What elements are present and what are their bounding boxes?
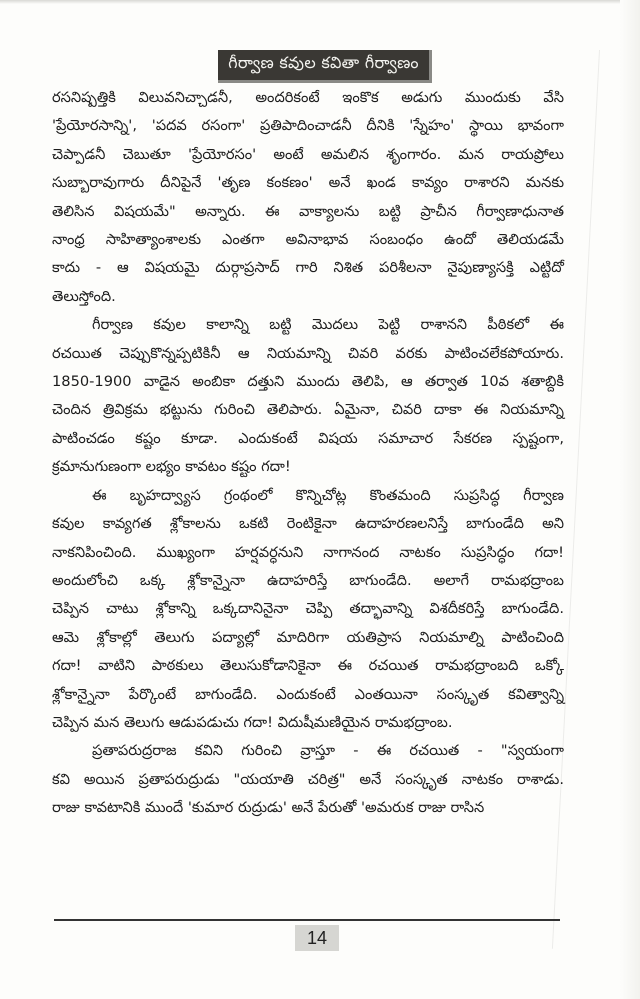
text-line: ఆమె శ్లోకాల్లో తెలుగు పద్యాల్లో మాదిరిగా యతిప్రాస నియమాల్ని పాటించింది: [52, 628, 564, 646]
text-line: నాంధ్ర సాహిత్యాంశాలకు ఎంతగా అవినాభావ సంబంధం ఉందో తెలియడమే: [52, 231, 564, 249]
text-line: ప్రతాపరుద్రరాజ కవిని గురించి వ్రాస్తూ - ఈ రచయిత - "స్వయంగా: [92, 742, 564, 760]
text-line: తెలిసిన విషయమే" అన్నారు. ఈ వాక్యాలను బట్టి ప్రాచీన గీర్వాణాధునాత: [52, 202, 564, 220]
header-title: గీర్వాణ కవుల కవితా గీర్వాణం: [218, 50, 431, 83]
text-line: చెప్పిన మన తెలుగు ఆడుపడుచు గదా! విదుషీమణియైన రామభద్రాంబ.: [52, 713, 453, 731]
running-header: [0, 50, 640, 83]
text-line: 1850-1900 వాడైన అంబికా దత్తుని ముందు తెలిపి, ఆ తర్వాత 10వ శతాబ్దికి: [52, 373, 564, 391]
text-line: క్రమానుగుణంగా లభ్యం కావటం కష్టం గదా!: [52, 458, 291, 476]
text-line: గీర్వాణ కవుల కాలాన్ని బట్టి మొదలు పెట్టి రాశానని పీఠికలో ఈ: [92, 316, 564, 334]
text-line: అందులోంచి ఒక్క శ్లోకాన్నైనా ఉదాహరిస్తే బాగుండేది. అలాగే రామభద్రాంబ: [52, 571, 564, 589]
text-line: తెలుస్తోంది.: [52, 287, 116, 305]
text-line: చెందిన త్రివిక్రమ భట్టును గురించి తెలిపారు. ఏమైనా, చివరి దాకా ఈ నియమాన్ని: [52, 401, 564, 419]
text-line: ఈ బృహద్వ్యాస గ్రంథంలో కొన్నిచోట్ల కొంతమంది సుప్రసిద్ధ గీర్వాణ: [92, 486, 564, 504]
text-line: చెప్పిన చాటు శ్లోకాన్ని ఒక్కదానినైనా చెప్పి తద్భావాన్ని విశదీకరిస్తే బాగుండేది.: [52, 600, 564, 618]
text-line: సుబ్బారావుగారు దీనిపైనే 'తృణ కంకణం' అనే ఖండ కావ్యం రాశారని మనకు: [52, 174, 564, 192]
text-line: రచయిత చెప్పుకొన్నప్పటికినీ ఆ నియమాన్ని చివరి వరకు పాటించలేకపోయారు.: [52, 344, 564, 362]
text-line: గదా! వాటిని పాఠకులు తెలుసుకోడానికైనా ఈ రచయిత రామభద్రాంబది ఒక్కో: [52, 657, 564, 675]
text-line: రసనిష్పత్తికి విలువనిచ్చాడనీ, అందరికంటే ఇంకొక అడుగు ముందుకు వేసి: [52, 89, 564, 106]
text-line: రాజు కావటానికి ముందే 'కుమార రుద్రుడు' అనే పేరుతో 'అమరుక రాజు రాసిన: [52, 799, 485, 817]
text-line: కవి అయిన ప్రతాపరుద్రుడు "యయాతి చరిత్ర" అనే సంస్కృత నాటకం రాశాడు.: [52, 770, 564, 788]
body-text: [52, 84, 564, 823]
text-line: చెప్పాడనీ చెబుతూ 'ప్రేయోరసం' అంటే అమలిన శృంగారం. మన రాయప్రోలు: [52, 145, 564, 163]
paragraph: [52, 482, 564, 738]
paragraph: [52, 84, 564, 311]
text-line: శ్లోకాన్నైనా పేర్కొంటే బాగుండేది. ఎందుకంటే ఎంతయినా సంస్కృత కవిత్వాన్ని: [52, 685, 564, 703]
text-line: నాకనిపించింది. ముఖ్యంగా హర్షవర్ధనుని నాగానంద నాటకం సుప్రసిద్ధం గదా!: [52, 543, 564, 561]
text-line: కవుల కావ్యగత శ్లోకాలను ఒకటి రెంటికైనా ఉదాహరణలనిస్తే బాగుండేది అని: [52, 515, 564, 533]
page-number: 14: [295, 925, 339, 951]
page-edge-right: [620, 0, 640, 999]
paragraph: [52, 311, 564, 481]
text-line: పాటించడం కష్టం కూడా. ఎందుకంటే విషయ సమాచార సేకరణ స్పష్టంగా,: [52, 429, 564, 447]
paragraph: [52, 737, 564, 822]
footer-rule: [54, 919, 560, 921]
page-edge-top: [0, 0, 640, 4]
text-line: 'ప్రేయోరసాన్ని', 'పదవ రసంగా' ప్రతిపాదించాడనీ దీనికి 'స్నేహం' స్థాయి భావంగా: [52, 117, 564, 135]
text-line: కాదు - ఆ విషయమై దుర్గాప్రసాద్ గారి నిశిత పరిశీలనా నైపుణ్యాసక్తి ఎట్టిదో: [52, 259, 564, 277]
